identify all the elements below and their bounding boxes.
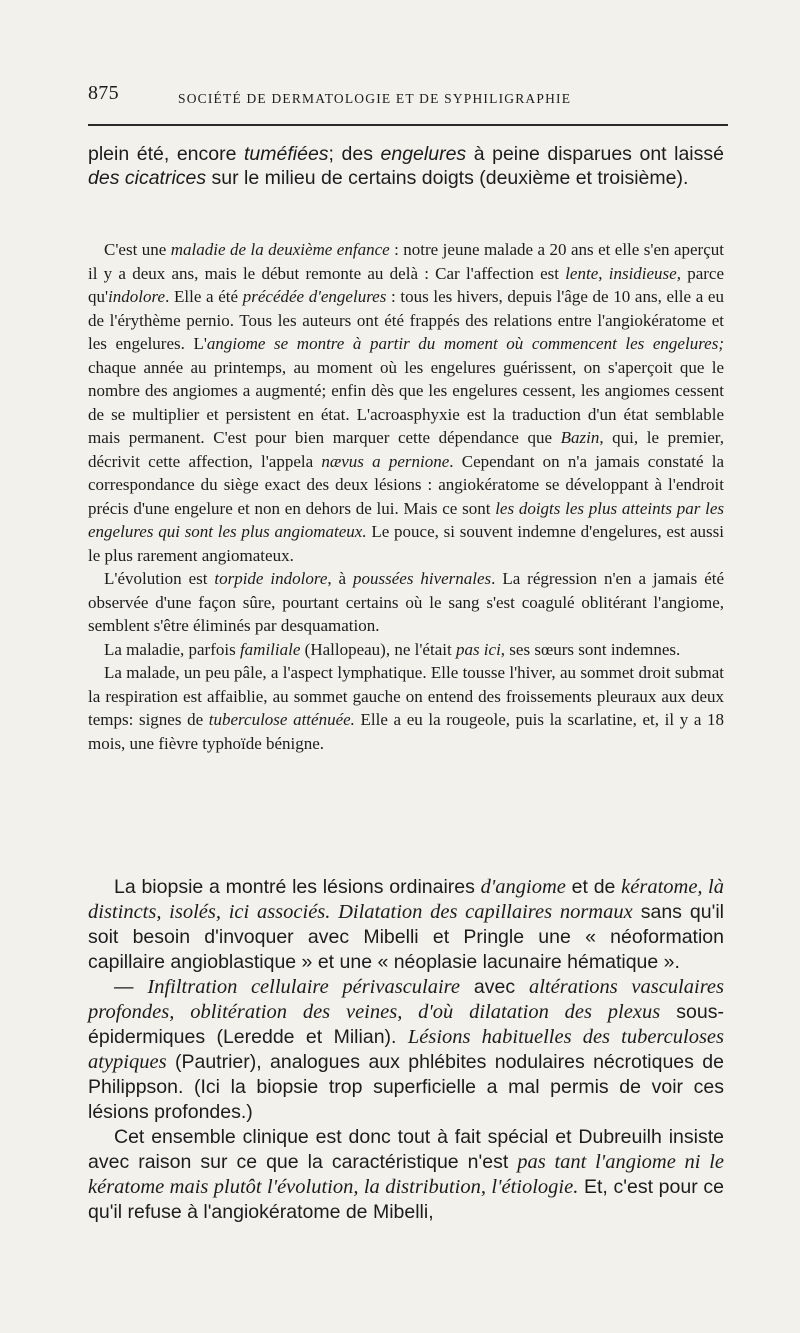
page-number: 875 — [88, 82, 119, 104]
italic-run: altérations vasculaires profondes, oblitération des veines, d'où dilatation des plexus — [88, 976, 724, 1023]
italic-run: kératome, là distincts, isolés, ici associés. Dilatation des capillaires normaux — [88, 876, 724, 923]
text-run: Elle a eu la rougeole, puis la scarlatine, et, il y a 18 mois, une fièvre typhoïde bénigne. — [88, 710, 724, 753]
text-run: chaque année au printemps, au moment où les engelures guérissent, on s'aperçoit que le nombre des angiomes a augmenté; enfin dès que les engelures cessent, les angiomes cessent de se multiplier et persistent en état. L'acroasphyxie est la traduction d'un état semblable mais permanent. C'est pour bien marquer cette dépendance que — [88, 357, 724, 447]
italic-run: lente, insidieuse, — [565, 263, 681, 283]
text-block-opening — [88, 142, 724, 190]
italic-run: pas tant l'angiome ni le kératome mais plutôt l'évolution, la distribution, l'étiologie. — [88, 1151, 724, 1198]
text-run: et de — [565, 876, 622, 898]
text-run: Et, c'est pour ce qu'il refuse à l'angiokératome de Mibelli, — [88, 1176, 724, 1223]
paragraph — [88, 875, 724, 975]
text-run: parce qu' — [88, 263, 724, 306]
header-rule — [88, 124, 728, 126]
text-run: La maladie, parfois — [104, 639, 240, 659]
italic-run: indolore — [108, 287, 166, 306]
text-run: sous-épidermiques (Leredde et Milian). — [88, 1001, 724, 1048]
italic-run: Bazin — [560, 428, 600, 447]
italic-run: tuméfiées — [244, 143, 329, 165]
text-run: (Hallopeau), ne l'était — [300, 639, 456, 659]
paragraph — [88, 567, 724, 638]
text-run: plein été, encore — [88, 143, 244, 165]
text-run: (Pautrier), analogues aux phlébites nodulaires nécrotiques de Philippson. (Ici la biopsie trop superficielle a mal permis de voir ces lésions profondes.) — [88, 1051, 724, 1123]
paragraph — [88, 638, 724, 662]
italic-run: engelures — [380, 143, 467, 165]
text-run: sans qu'il soit besoin d'invoquer avec Mibelli et Pringle une « néoformation capillaire angioblastique » et une « néoplasie lacunaire hématique ». — [88, 901, 725, 973]
italic-run: pas ici — [455, 639, 501, 659]
italic-run: poussées hivernales — [353, 569, 492, 588]
text-run: à peine disparues ont laissé — [466, 143, 724, 165]
italic-run: familiale — [239, 639, 301, 659]
italic-run: maladie de la deuxième enfance — [170, 240, 390, 259]
italic-run: Infiltration cellulaire périvasculaire — [147, 976, 460, 998]
text-run: sur le milieu de certains doigts (deuxième et troisième). — [206, 167, 689, 189]
text-run: Le pouce, si souvent indemne d'engelures, est aussi le plus rarement angiomateux. — [88, 522, 724, 565]
italic-run: Lésions habituelles des tuberculoses atypiques — [88, 1026, 724, 1073]
text-run: : notre jeune malade a 20 ans et elle s'en aperçut il y a deux ans, mais le début remonte au delà : Car l'affection est — [88, 240, 724, 283]
italic-run: d'angiome — [480, 876, 566, 898]
text-run: — — [114, 976, 148, 998]
italic-run: précédée d'engelures — [242, 287, 387, 306]
running-head: SOCIÉTÉ DE DERMATOLOGIE ET DE SYPHILIGRAPHIE — [178, 91, 572, 106]
text-run: . Elle a été — [165, 287, 243, 306]
italic-run: nævus a pernione — [321, 451, 450, 471]
text-run: avec — [460, 976, 529, 998]
text-run: C'est une — [104, 240, 171, 259]
text-run: Cet ensemble clinique est donc tout à fait spécial et Dubreuilh insiste avec raison sur ce que la caractéristique n'est — [88, 1126, 724, 1173]
text-run: . Cependant on n'a jamais constaté la correspondance du siège exact des deux lésions : angiokératome se développant à l'endroit précis d'une engelure et non en dehors de lui. Mais ce sont — [88, 451, 724, 518]
text-run: La biopsie a montré les lésions ordinaires — [114, 876, 481, 898]
paragraph — [88, 142, 724, 190]
paragraph — [88, 238, 724, 567]
text-run: . La régression n'en a jamais été observée d'une façon sûre, pourtant certains où le sang s'est coagulé oblitérant l'angiome, semblent s'être éliminés par desquamation. — [88, 569, 725, 635]
italic-run: tuberculose atténuée. — [208, 710, 355, 729]
text-run: ; des — [328, 143, 381, 165]
text-block-biopsy — [88, 875, 724, 1225]
italic-run: des cicatrices — [88, 167, 207, 189]
text-run: L'évolution est — [104, 569, 215, 588]
paragraph — [88, 661, 724, 755]
text-run: , à — [327, 569, 353, 588]
text-run: La malade, un peu pâle, a l'aspect lymphatique. Elle tousse l'hiver, au sommet droit submat la respiration est affaiblie, au sommet gauche on entend des froissements pleuraux aux deux temps: signes de — [88, 663, 724, 729]
italic-run: angiome se montre à partir du moment où commencent les engelures; — [206, 334, 725, 353]
text-run: , qui, le premier, décrivit cette affection, l'appela — [88, 428, 725, 471]
text-block-clinical — [88, 238, 724, 755]
text-run: : tous les hivers, depuis l'âge de 10 ans, elle a eu de l'érythème pernio. Tous les auteurs ont été frappés des relations entre l'angiokératome et les engelures. L' — [88, 287, 724, 353]
italic-run: torpide indolore — [214, 569, 328, 588]
italic-run: les doigts les plus atteints par les engelures qui sont les plus angiomateux. — [88, 498, 724, 541]
paragraph — [88, 975, 724, 1125]
paragraph — [88, 1125, 724, 1225]
text-run: , ses sœurs sont indemnes. — [500, 639, 681, 659]
